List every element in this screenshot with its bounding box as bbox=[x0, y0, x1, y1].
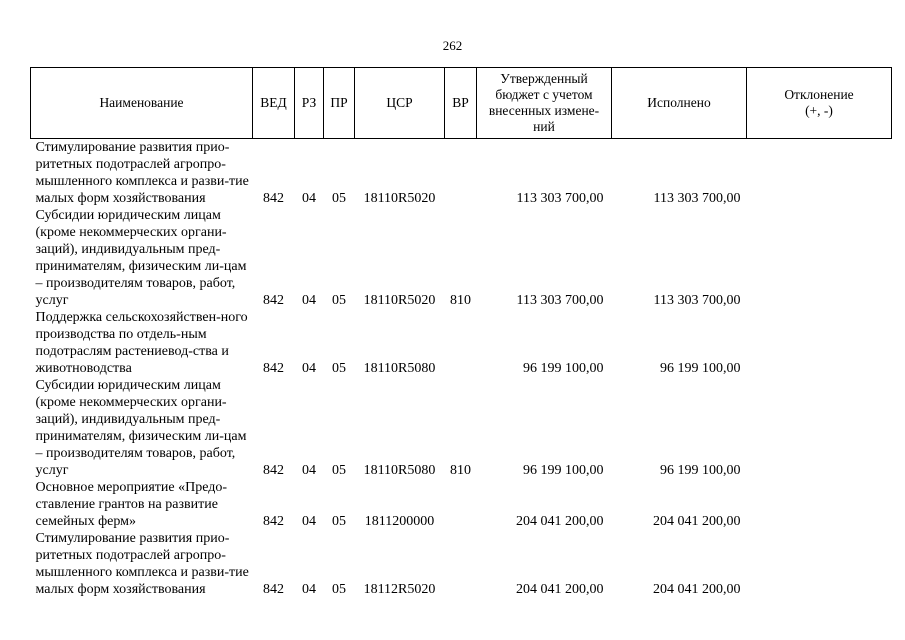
row-ved: 842 bbox=[263, 514, 284, 529]
row-deviation bbox=[747, 207, 892, 309]
table-row bbox=[31, 479, 892, 530]
row-ved: 842 bbox=[263, 361, 284, 376]
header-name: Наименование bbox=[31, 68, 253, 139]
table-body bbox=[31, 139, 892, 599]
page-number: 262 bbox=[442, 38, 463, 53]
row-executed: 96 199 100,00 bbox=[660, 361, 741, 376]
row-vr bbox=[445, 530, 477, 598]
row-ved: 842 bbox=[263, 463, 284, 478]
table-row bbox=[31, 530, 892, 598]
row-csr: 18110R5020 bbox=[363, 293, 436, 308]
row-executed: 204 041 200,00 bbox=[653, 582, 741, 597]
row-pr: 05 bbox=[332, 582, 346, 597]
row-budget: 113 303 700,00 bbox=[516, 191, 604, 206]
row-csr: 18110R5080 bbox=[363, 361, 436, 376]
header-csr: ЦСР bbox=[355, 68, 445, 139]
row-ved: 842 bbox=[263, 293, 284, 308]
table-header-row bbox=[31, 68, 892, 139]
row-budget: 96 199 100,00 bbox=[523, 361, 604, 376]
row-deviation bbox=[747, 139, 892, 208]
row-rz: 04 bbox=[302, 463, 316, 478]
table-row bbox=[31, 207, 892, 309]
row-budget: 113 303 700,00 bbox=[516, 293, 604, 308]
row-name: Субсидии юридическим лицам (кроме некоммерческих органи-заций), индивидуальным пред-принимателям, физическим ли-цам – производителям товаров, работ, услуг bbox=[35, 378, 247, 478]
row-pr: 05 bbox=[332, 361, 346, 376]
row-name: Основное мероприятие «Предо-ставление грантов на развитие семейных ферм» bbox=[35, 480, 228, 529]
row-ved: 842 bbox=[263, 582, 284, 597]
header-deviation: Отклонение (+, -) bbox=[747, 68, 892, 139]
row-pr: 05 bbox=[332, 293, 346, 308]
row-csr: 18110R5020 bbox=[363, 191, 436, 206]
row-budget: 204 041 200,00 bbox=[516, 514, 604, 529]
row-deviation bbox=[747, 479, 892, 530]
row-ved: 842 bbox=[263, 191, 284, 206]
row-vr bbox=[445, 139, 477, 208]
row-executed: 113 303 700,00 bbox=[653, 293, 741, 308]
row-deviation bbox=[747, 377, 892, 479]
header-ved: ВЕД bbox=[253, 68, 295, 139]
row-csr: 18110R5080 bbox=[363, 463, 436, 478]
row-executed: 96 199 100,00 bbox=[660, 463, 741, 478]
header-budget: Утвержденный бюджет с учетом внесенных измене-ний bbox=[477, 68, 612, 139]
row-name: Стимулирование развития прио-ритетных подотраслей агропро-мышленного комплекса и разви-тие малых форм хозяйствования bbox=[35, 531, 249, 597]
row-executed: 113 303 700,00 bbox=[653, 191, 741, 206]
header-rz: РЗ bbox=[295, 68, 324, 139]
row-name: Поддержка сельскохозяйствен-ного производства по отдель-ным подотраслям растениевод-ства и животноводства bbox=[35, 310, 248, 376]
row-pr: 05 bbox=[332, 191, 346, 206]
row-budget: 204 041 200,00 bbox=[516, 582, 604, 597]
header-pr: ПР bbox=[324, 68, 355, 139]
row-rz: 04 bbox=[302, 293, 316, 308]
row-budget: 96 199 100,00 bbox=[523, 463, 604, 478]
table-row bbox=[31, 139, 892, 208]
row-vr: 810 bbox=[450, 463, 471, 478]
row-rz: 04 bbox=[302, 191, 316, 206]
row-vr bbox=[445, 309, 477, 377]
table-row bbox=[31, 309, 892, 377]
budget-execution-table bbox=[30, 67, 892, 598]
row-pr: 05 bbox=[332, 463, 346, 478]
row-deviation bbox=[747, 530, 892, 598]
row-name: Стимулирование развития прио-ритетных подотраслей агропро-мышленного комплекса и разви-тие малых форм хозяйствования bbox=[35, 140, 249, 206]
row-vr bbox=[445, 479, 477, 530]
row-rz: 04 bbox=[302, 582, 316, 597]
row-name: Субсидии юридическим лицам (кроме некоммерческих органи-заций), индивидуальным пред-принимателям, физическим ли-цам – производителям товаров, работ, услуг bbox=[35, 208, 247, 308]
header-executed: Исполнено bbox=[612, 68, 747, 139]
row-csr: 18112R5020 bbox=[363, 582, 436, 597]
row-executed: 204 041 200,00 bbox=[653, 514, 741, 529]
row-csr: 1811200000 bbox=[364, 514, 435, 529]
row-pr: 05 bbox=[332, 514, 346, 529]
row-rz: 04 bbox=[302, 361, 316, 376]
row-vr: 810 bbox=[450, 293, 471, 308]
row-deviation bbox=[747, 309, 892, 377]
table-row bbox=[31, 377, 892, 479]
row-rz: 04 bbox=[302, 514, 316, 529]
header-vr: ВР bbox=[445, 68, 477, 139]
